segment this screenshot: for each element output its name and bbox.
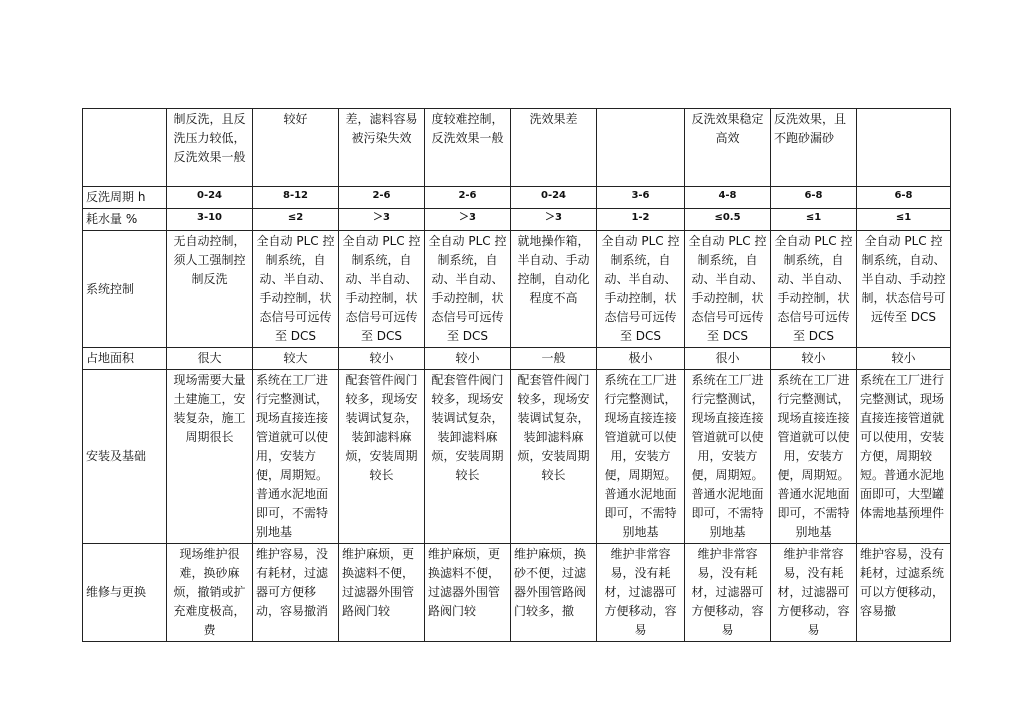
table-row-system-control <box>83 231 951 348</box>
table-cell: 维护麻烦，更换滤料不便，过滤器外围管路阀门较 <box>425 544 511 642</box>
table-cell: 较大 <box>253 348 339 370</box>
table-cell: 配套管件阀门较多，现场安装调试复杂，装卸滤料麻烦，安装周期较长 <box>425 370 511 544</box>
table-cell: 现场需要大量土建施工，安装复杂，施工周期很长 <box>167 370 253 544</box>
table-cell: 全自动 PLC 控制系统，自动、半自动、手动控制，状态信号可远传至 DCS <box>685 231 771 348</box>
table-row-backwash-cycle <box>83 187 951 209</box>
table-cell: 全自动 PLC 控制系统，自动、半自动、手动控制，状态信号可远传至 DCS <box>771 231 857 348</box>
table-cell: 维护容易，没有耗材，过滤系统可以方便移动，容易撤 <box>857 544 951 642</box>
row-label: 维修与更换 <box>83 544 167 642</box>
table-cell: 很小 <box>685 348 771 370</box>
table-cell: 反洗效果，且不跑砂漏砂 <box>771 109 857 187</box>
table-cell: ＞3 <box>425 209 511 231</box>
table-cell: 3-10 <box>167 209 253 231</box>
table-cell: 系统在工厂进行完整测试，现场直接连接管道就可以使用，安装方便，周期短。普通水泥地面即可，不需特别地基 <box>253 370 339 544</box>
table-cell: 全自动 PLC 控制系统，自动、半自动、手动控制，状态信号可远传至 DCS <box>597 231 685 348</box>
table-cell: 反洗效果稳定高效 <box>685 109 771 187</box>
table-cell: 全自动 PLC 控制系统，自动、半自动、手动控制，状态信号可远传至 DCS <box>253 231 339 348</box>
table-cell: 洗效果差 <box>511 109 597 187</box>
table-cell: 无自动控制，须人工强制控制反洗 <box>167 231 253 348</box>
table-cell: 一般 <box>511 348 597 370</box>
table-cell: 6-8 <box>771 187 857 209</box>
table-cell: 维护容易，没有耗材，过滤器可方便移动，容易撤消 <box>253 544 339 642</box>
table-cell: 现场维护很难，换砂麻烦，撤销或扩充难度极高，费 <box>167 544 253 642</box>
table-cell: 1-2 <box>597 209 685 231</box>
table-cell: 2-6 <box>339 187 425 209</box>
table-cell: 6-8 <box>857 187 951 209</box>
table-cell: 极小 <box>597 348 685 370</box>
table-cell <box>857 109 951 187</box>
table-cell: 8-12 <box>253 187 339 209</box>
table-cell: 很大 <box>167 348 253 370</box>
table-cell: 全自动 PLC 控制系统，自动、半自动、手动控制，状态信号可远传至 DCS <box>425 231 511 348</box>
row-label <box>83 109 167 187</box>
table-cell: 0-24 <box>167 187 253 209</box>
table-cell: ＞3 <box>511 209 597 231</box>
table-cell: 制反洗，且反洗压力较低，反洗效果一般 <box>167 109 253 187</box>
row-label: 系统控制 <box>83 231 167 348</box>
table-cell: 4-8 <box>685 187 771 209</box>
table-cell: 维护非常容易，没有耗材，过滤器可方便移动，容易 <box>771 544 857 642</box>
row-label: 安装及基础 <box>83 370 167 544</box>
comparison-table <box>82 108 951 642</box>
table-cell: 系统在工厂进行完整测试，现场直接连接管道就可以使用，安装方便，周期短。普通水泥地面即可，不需特别地基 <box>685 370 771 544</box>
table-cell: 系统在工厂进行完整测试，现场直接连接管道就可以使用，安装方便，周期短。普通水泥地面即可，不需特别地基 <box>597 370 685 544</box>
table-row-backwash-effect <box>83 109 951 187</box>
table-cell: ≤2 <box>253 209 339 231</box>
table-cell: 较小 <box>339 348 425 370</box>
table-cell: 就地操作箱，半自动、手动控制，自动化程度不高 <box>511 231 597 348</box>
table-cell: ≤1 <box>857 209 951 231</box>
table-cell: 较小 <box>771 348 857 370</box>
table-cell: 2-6 <box>425 187 511 209</box>
table-cell: 差，滤料容易被污染失效 <box>339 109 425 187</box>
table-row-footprint <box>83 348 951 370</box>
table-row-installation <box>83 370 951 544</box>
table-row-maintenance <box>83 544 951 642</box>
table-cell: 较小 <box>857 348 951 370</box>
table-cell: 系统在工厂进行完整测试，现场直接连接管道就可以使用，安装方便，周期较短。普通水泥地面即可，大型罐体需地基预埋件 <box>857 370 951 544</box>
table-cell: ＞3 <box>339 209 425 231</box>
table-cell: 较小 <box>425 348 511 370</box>
table-cell: 0-24 <box>511 187 597 209</box>
table-cell: ≤1 <box>771 209 857 231</box>
table-cell: 维护麻烦，更换滤料不便，过滤器外围管路阀门较 <box>339 544 425 642</box>
table-cell: 系统在工厂进行完整测试，现场直接连接管道就可以使用，安装方便，周期短。普通水泥地面即可，不需特别地基 <box>771 370 857 544</box>
table-cell: 3-6 <box>597 187 685 209</box>
table-cell: 较好 <box>253 109 339 187</box>
row-label: 耗水量 % <box>83 209 167 231</box>
table-row-water-consumption <box>83 209 951 231</box>
table-cell: 度较难控制，反洗效果一般 <box>425 109 511 187</box>
table-cell: 配套管件阀门较多，现场安装调试复杂，装卸滤料麻烦，安装周期较长 <box>339 370 425 544</box>
table-cell: 维护麻烦，换砂不便，过滤器外围管路阀门较多，撤 <box>511 544 597 642</box>
table-cell: ≤0.5 <box>685 209 771 231</box>
row-label: 占地面积 <box>83 348 167 370</box>
row-label: 反洗周期 h <box>83 187 167 209</box>
table-cell: 维护非常容易，没有耗材，过滤器可方便移动，容易 <box>685 544 771 642</box>
table-cell: 维护非常容易，没有耗材，过滤器可方便移动，容易 <box>597 544 685 642</box>
table-cell: 配套管件阀门较多，现场安装调试复杂，装卸滤料麻烦，安装周期较长 <box>511 370 597 544</box>
table-cell: 全自动 PLC 控制系统，自动、半自动、手动控制，状态信号可远传至 DCS <box>857 231 951 348</box>
table-cell: 全自动 PLC 控制系统，自动、半自动、手动控制，状态信号可远传至 DCS <box>339 231 425 348</box>
table-cell <box>597 109 685 187</box>
